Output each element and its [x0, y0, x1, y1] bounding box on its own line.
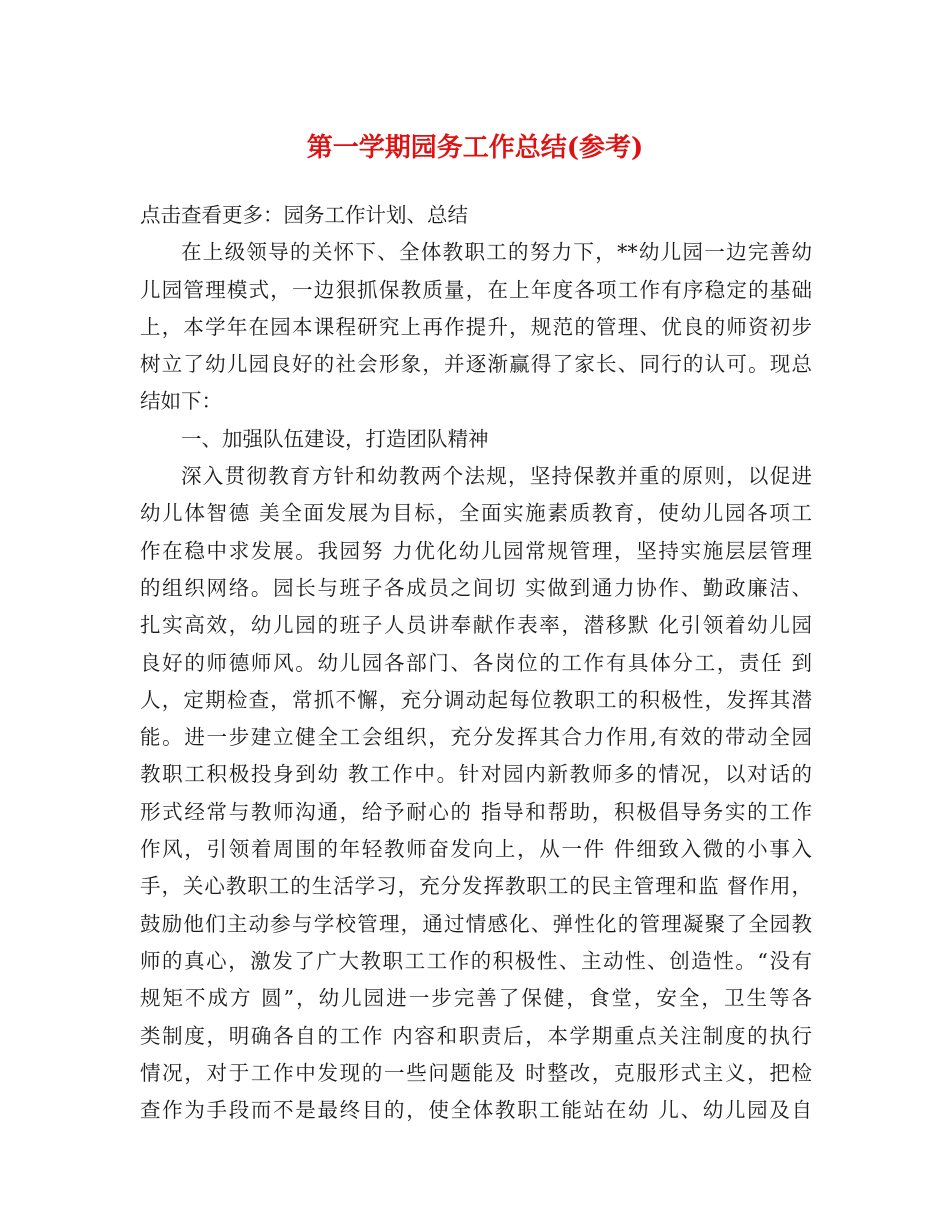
paragraph-line: 良好的师德师风。幼儿园各部门、各岗位的工作有具体分工，责任 到 — [140, 650, 812, 675]
paragraph-line: 在上级领导的关怀下、全体教职工的努力下，**幼儿园一边完善幼 — [181, 240, 812, 265]
paragraph-line: 师的真心，激发了广大教职工工作的积极性、主动性、创造性。“没有 — [140, 948, 812, 973]
paragraph-line: 幼儿体智德 美全面发展为目标，全面实施素质教育，使幼儿园各项工 — [140, 501, 812, 526]
paragraph-line: 情况，对于工作中发现的一些问题能及 时整改，克服形式主义，把检 — [140, 1060, 812, 1085]
paragraph-line: 扎实高效，幼儿园的班子人员讲奉献作表率，潜移默 化引领着幼儿园 — [140, 613, 812, 638]
paragraph-line: 上，本学年在园本课程研究上再作提升，规范的管理、优良的师资初步 — [140, 314, 812, 339]
paragraph-line: 儿园管理模式，一边狠抓保教质量，在上年度各项工作有序稳定的基础 — [140, 277, 812, 302]
paragraph-line: 鼓励他们主动参与学校管理，通过情感化、弹性化的管理凝聚了全园教 — [140, 911, 812, 936]
paragraph-line: 教职工积极投身到幼 教工作中。针对园内新教师多的情况，以对话的 — [140, 762, 812, 787]
more-link-line: 点击查看更多：园务工作计划、总结 — [140, 203, 468, 227]
paragraph-line: 作在稳中求发展。我园努 力优化幼儿园常规管理，坚持实施层层管理 — [140, 538, 812, 563]
paragraph-line: 作风，引领着周围的年轻教师奋发向上，从一件 件细致入微的小事入 — [140, 837, 812, 862]
paragraph-line: 规矩不成方 圆”，幼儿园进一步完善了保健，食堂，安全，卫生等各 — [140, 986, 812, 1011]
document-title: 第一学期园务工作总结(参考) — [306, 133, 644, 163]
paragraph-line: 人，定期检查，常抓不懈，充分调动起每位教职工的积极性，发挥其潜 — [140, 687, 812, 712]
paragraph-line: 的组织网络。园长与班子各成员之间切 实做到通力协作、勤政廉洁、 — [140, 575, 812, 600]
paragraph-line: 深入贯彻教育方针和幼教两个法规，坚持保教并重的原则，以促进 — [181, 464, 812, 489]
paragraph-line: 结如下： — [140, 389, 222, 414]
paragraph-line: 能。进一步建立健全工会组织，充分发挥其合力作用,有效的带动全园 — [140, 725, 812, 750]
paragraph-line: 类制度，明确各自的工作 内容和职责后，本学期重点关注制度的执行 — [140, 1023, 812, 1048]
paragraph-line: 手，关心教职工的生活学习，充分发挥教职工的民主管理和监 督作用， — [140, 874, 812, 899]
document-body — [140, 197, 812, 1129]
paragraph-line: 查作为手段而不是最终目的，使全体教职工能站在幼 儿、幼儿园及自 — [140, 1098, 812, 1123]
paragraph-line: 树立了幼儿园良好的社会形象，并逐渐赢得了家长、同行的认可。现总 — [140, 352, 812, 377]
paragraph-line: 形式经常与教师沟通，给予耐心的 指导和帮助，积极倡导务实的工作 — [140, 799, 812, 824]
section-heading: 一、加强队伍建设，打造团队精神 — [181, 426, 489, 451]
